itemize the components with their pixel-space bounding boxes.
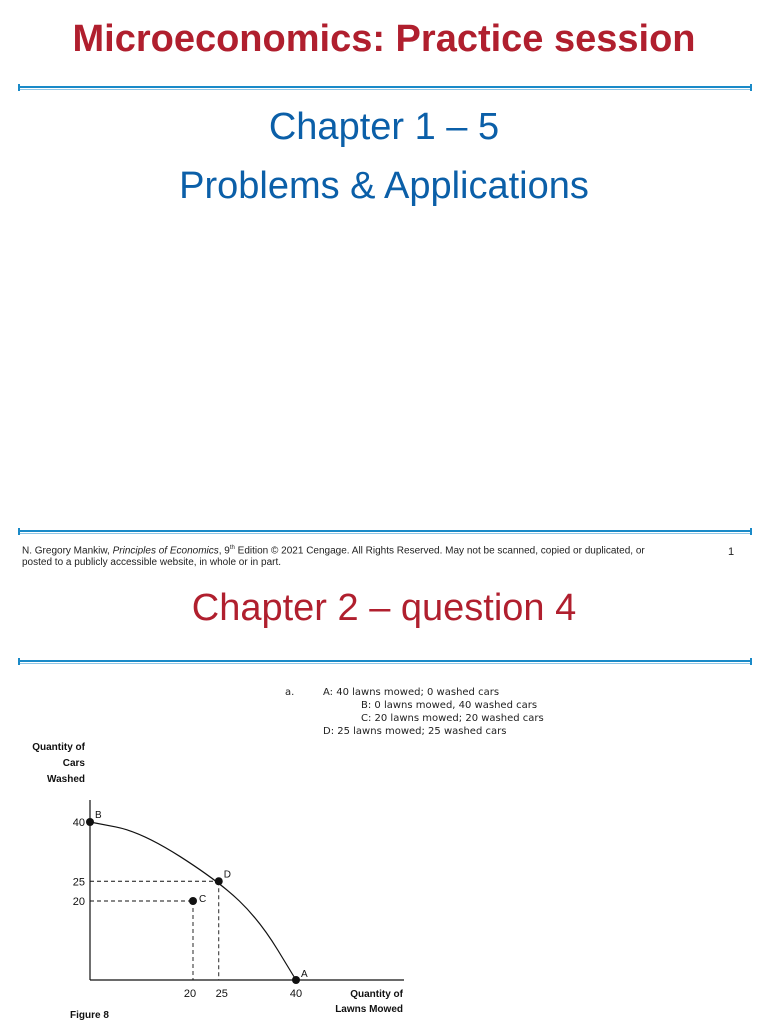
y-tick-40: 40: [72, 817, 85, 829]
x-axis-label-1: Quantity of: [350, 989, 403, 1000]
footer-line2: posted to a publicly accessible website, in whole or in part.: [22, 557, 282, 569]
point-d: [215, 877, 223, 885]
footer-edition-number: , 9: [218, 545, 230, 557]
x-tick-25: 25: [215, 988, 228, 1000]
footer-rights: Edition © 2021 Cengage. All Rights Reserved. May not be scanned, copied or duplicated, or: [234, 545, 645, 557]
y-axis-label-1: Quantity of: [32, 742, 85, 753]
point-label-c: C: [199, 894, 207, 905]
point-a: [292, 976, 300, 984]
answer-b: B: 0 lawns mowed, 40 washed cars: [361, 700, 538, 711]
footer-book-title: Principles of Economics: [112, 545, 219, 557]
point-b: [86, 818, 94, 826]
answer-d: D: 25 lawns mowed; 25 washed cars: [323, 726, 507, 737]
subtitle: Problems & Applications: [179, 165, 589, 207]
point-label-b: B: [95, 810, 102, 821]
slide2-title: Chapter 2 – question 4: [191, 587, 577, 629]
answer-c: C: 20 lawns mowed; 20 washed cars: [361, 713, 544, 724]
slide1-bottom-rule: [18, 528, 752, 535]
x-tick-40: 40: [289, 988, 303, 1000]
x-axis-label-2: Lawns Mowed: [335, 1004, 403, 1015]
chapter-range-heading: Chapter 1 – 5: [268, 106, 500, 148]
y-tick-20: 20: [72, 896, 85, 908]
y-axis-label-2: Cars: [62, 758, 85, 769]
footer-edition-sup: th: [229, 545, 235, 551]
slide1-top-rule: [18, 84, 752, 91]
y-axis-label-3: Washed: [47, 774, 85, 785]
point-label-d: D: [223, 869, 231, 881]
answer-a: A: 40 lawns mowed; 0 washed cars: [323, 687, 500, 698]
point-label-a: A: [301, 969, 308, 980]
footer-author: N. Gregory Mankiw,: [22, 545, 113, 557]
y-tick-25: 25: [72, 876, 85, 889]
slide1-title: Microeconomics: Practice session: [72, 18, 696, 60]
page-number: 1: [728, 546, 735, 558]
answer-label: a.: [285, 687, 295, 698]
figure-caption: Figure 8: [70, 1010, 109, 1021]
copyright-footer: [22, 542, 702, 569]
x-tick-20: 20: [183, 988, 197, 1000]
point-c: [189, 897, 197, 905]
ppf-chart: [0, 735, 768, 1024]
slide2-top-rule: [18, 658, 752, 665]
